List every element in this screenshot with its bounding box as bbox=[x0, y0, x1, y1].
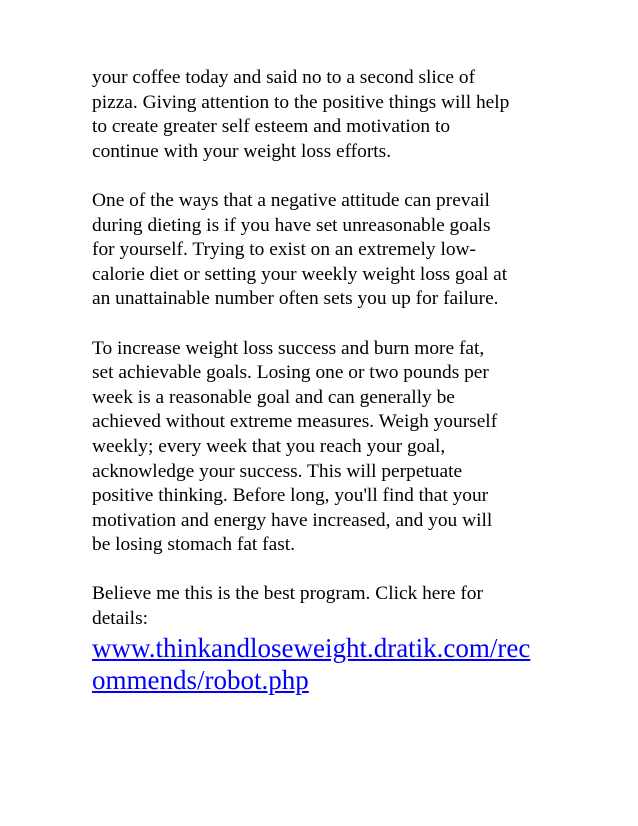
paragraph bbox=[92, 66, 552, 164]
text-line: motivation and energy have increased, and you will bbox=[92, 509, 493, 531]
text-line: week is a reasonable goal and can generally be bbox=[92, 386, 455, 408]
text-line: an unattainable number often sets you up for failure. bbox=[92, 288, 499, 310]
text-line: your coffee today and said no to a second slice of bbox=[92, 67, 476, 88]
text-line: positive thinking. Before long, you'll find that your bbox=[92, 485, 489, 507]
paragraph bbox=[92, 337, 552, 558]
text-line: to create greater self esteem and motivation to bbox=[92, 116, 451, 138]
paragraph bbox=[92, 582, 552, 631]
text-line: set achievable goals. Losing one or two pounds per bbox=[92, 362, 489, 384]
link-line[interactable]: ommends/robot.php bbox=[92, 664, 309, 695]
text-line: during dieting is if you have set unreasonable goals bbox=[92, 214, 491, 236]
text-line: Believe me this is the best program. Click here for bbox=[92, 583, 483, 605]
paragraph bbox=[92, 189, 552, 312]
text-line: continue with your weight loss efforts. bbox=[92, 140, 392, 162]
link-line[interactable]: www.thinkandloseweight.dratik.com/rec bbox=[92, 632, 531, 663]
text-line: for yourself. Trying to exist on an extremely low- bbox=[92, 239, 476, 261]
text-line: details: bbox=[92, 608, 149, 630]
text-line: calorie diet or setting your weekly weight loss goal at bbox=[92, 263, 508, 285]
program-link[interactable] bbox=[92, 632, 552, 696]
text-line: acknowledge your success. This will perpetuate bbox=[92, 460, 463, 482]
page-content bbox=[92, 66, 552, 696]
text-line: To increase weight loss success and burn more fat, bbox=[92, 337, 485, 359]
text-line: pizza. Giving attention to the positive things will help bbox=[92, 91, 510, 113]
text-line: achieved without extreme measures. Weigh yourself bbox=[92, 411, 498, 433]
text-line: weekly; every week that you reach your goal, bbox=[92, 435, 446, 457]
text-line: be losing stomach fat fast. bbox=[92, 534, 296, 556]
text-line: One of the ways that a negative attitude can prevail bbox=[92, 189, 490, 211]
